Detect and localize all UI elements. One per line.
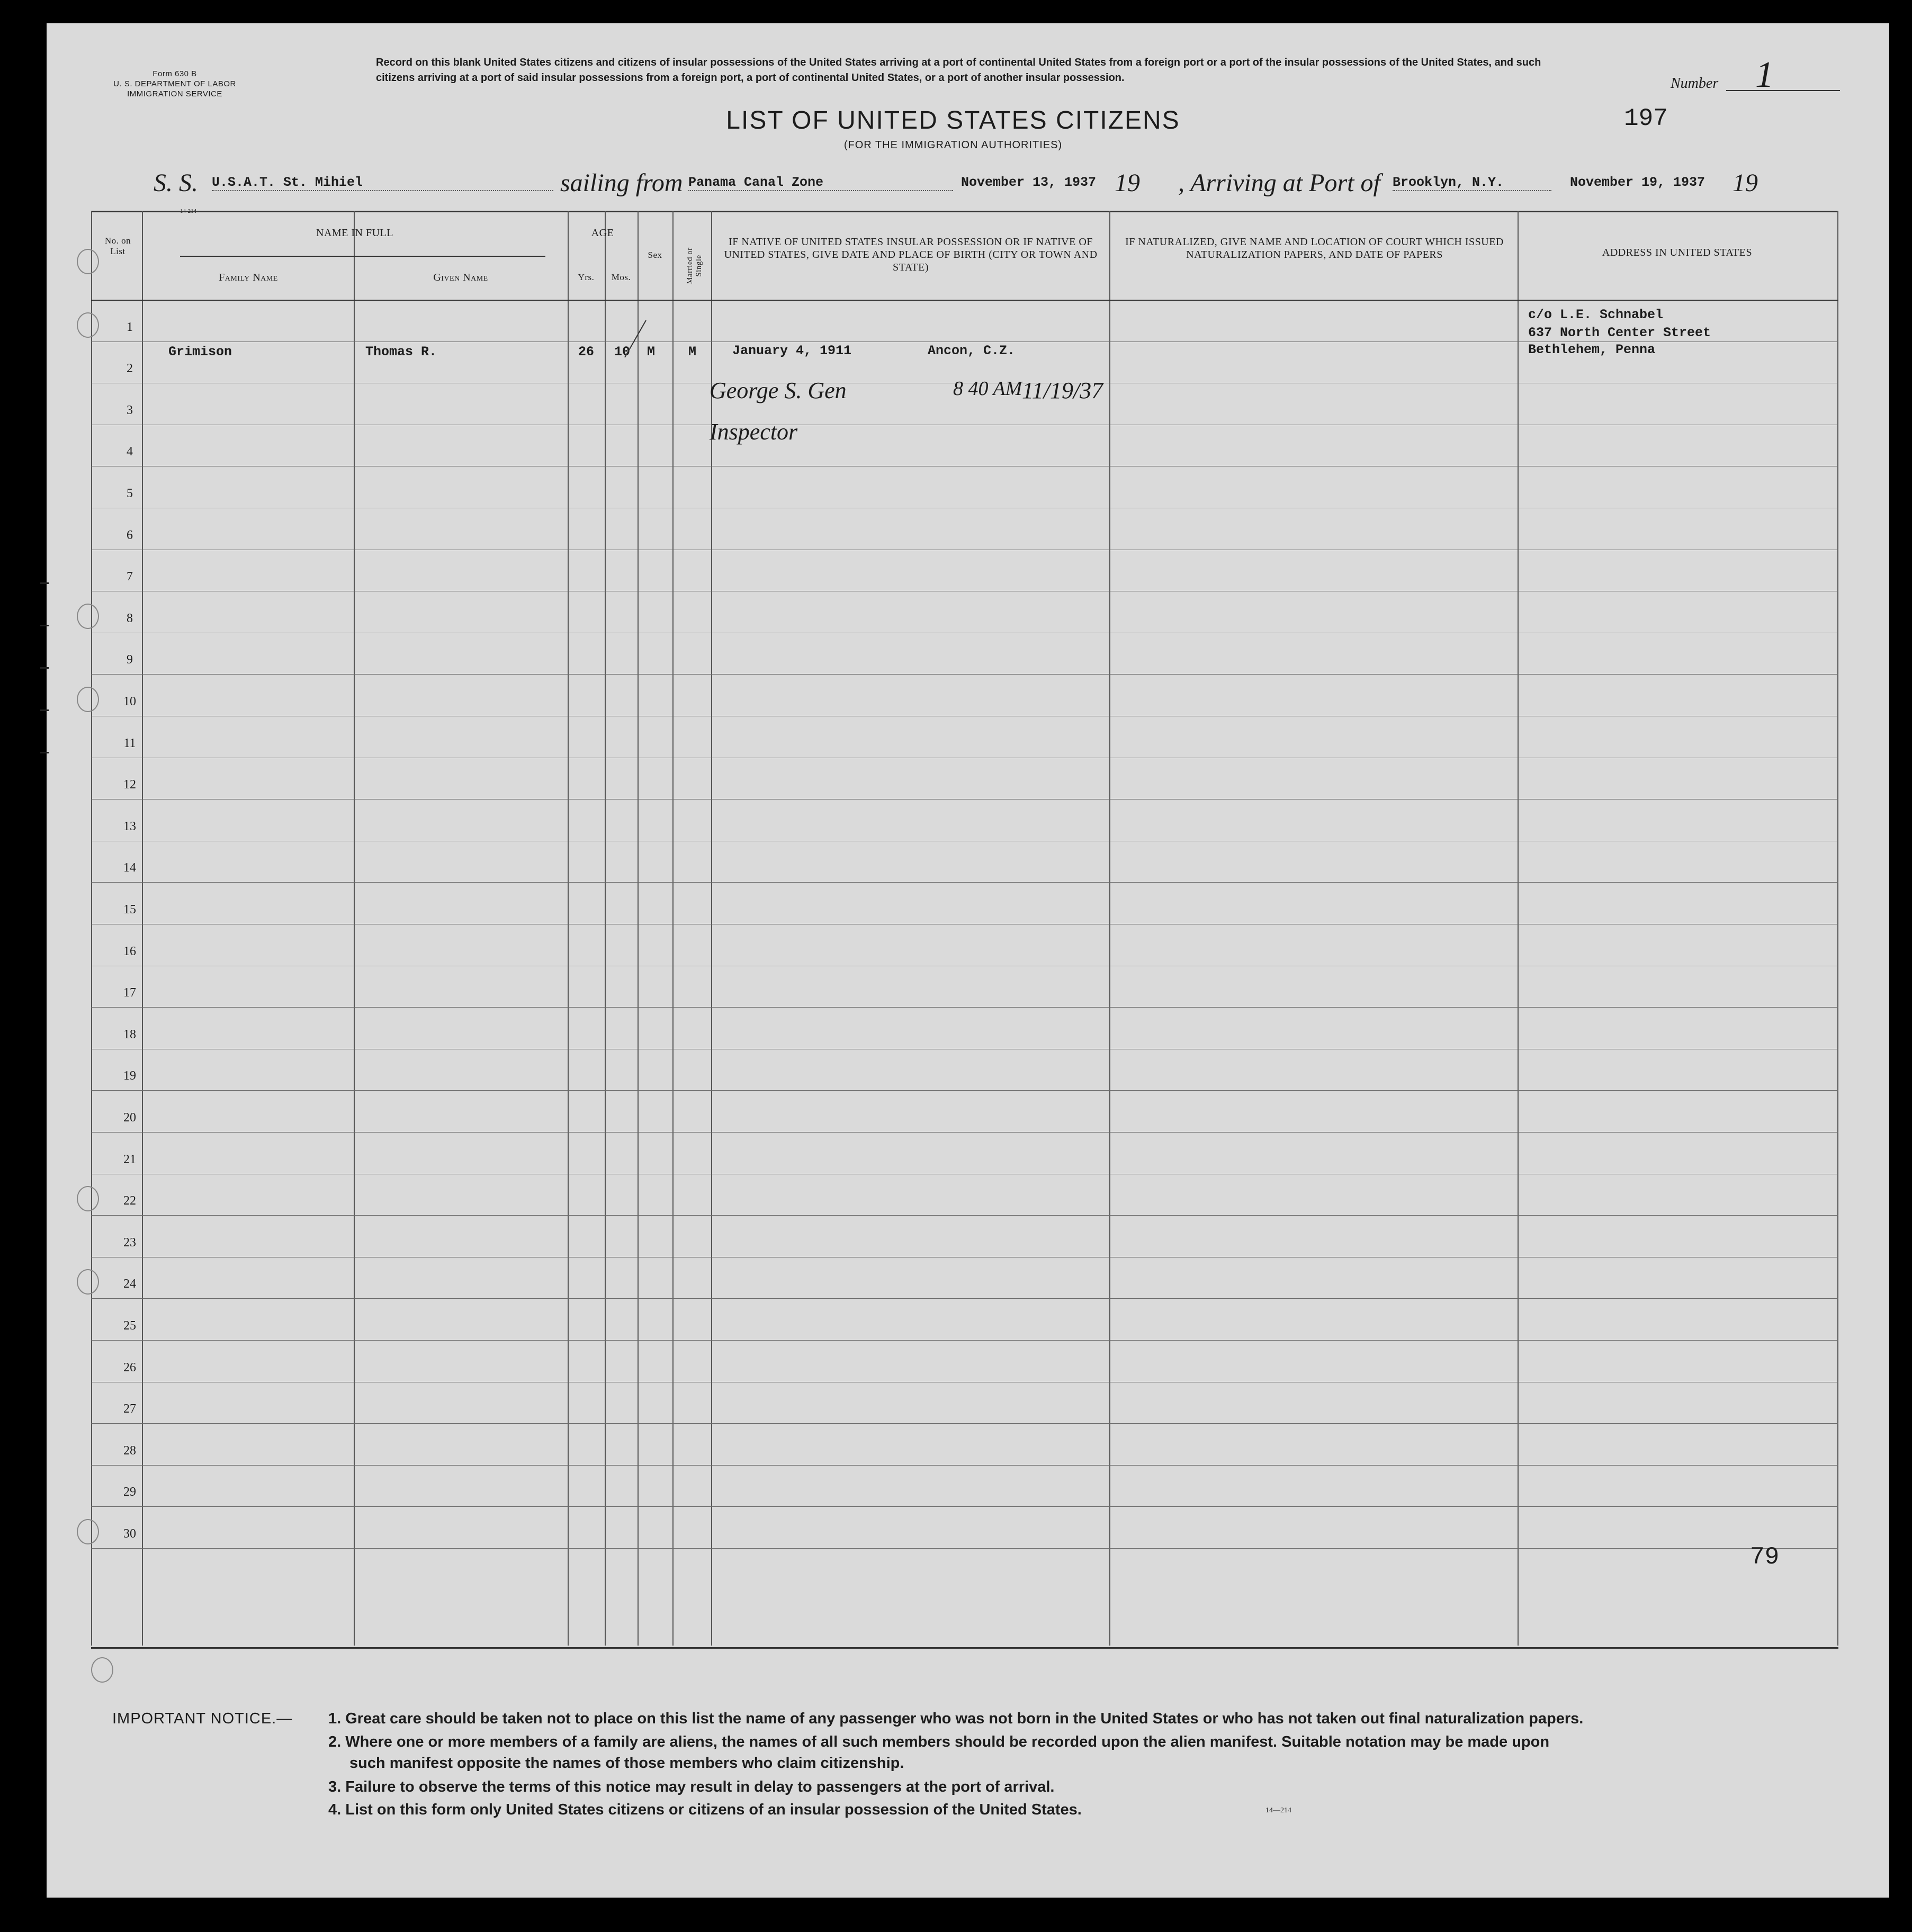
punch-hole: [77, 1186, 99, 1211]
row-rule: [91, 1506, 1838, 1507]
row-number: 25: [123, 1319, 136, 1333]
column-divider: [142, 211, 143, 1646]
name-header-rule: [180, 256, 545, 257]
row-rule: [91, 1548, 1838, 1549]
row-number: 30: [123, 1527, 136, 1541]
row-number: 17: [123, 986, 136, 1000]
row-number: 5: [127, 487, 133, 500]
page-subtitle: (FOR THE IMMIGRATION AUTHORITIES): [843, 139, 1063, 151]
row-number: 15: [123, 903, 136, 916]
row-1-age-years: 26: [578, 344, 595, 360]
column-divider: [638, 211, 639, 1646]
punch-hole: [77, 312, 99, 338]
row-rule: [91, 882, 1838, 883]
row-1-sex: M: [647, 344, 656, 360]
row-rule: [91, 1340, 1838, 1341]
row-number: 29: [123, 1485, 136, 1499]
notice-item-1: 1. Great care should be taken not to place on this list the name of any passenger who was not born in the United States or who has not taken out final naturalization papers.: [328, 1710, 1584, 1727]
column-divider: [91, 211, 92, 1646]
number-label: Number: [1671, 75, 1719, 92]
ss-label: S. S.: [154, 169, 198, 197]
row-rule: [91, 1007, 1838, 1008]
sailing-label: sailing from: [560, 169, 683, 197]
row-1-address-line3: Bethlehem, Penna: [1528, 342, 1656, 357]
inspection-time: 8 40 AM: [953, 378, 1022, 400]
notice-heading: IMPORTANT NOTICE.—: [112, 1710, 293, 1727]
header-no-on-list: No. on List: [104, 236, 131, 256]
row-1-married: M: [688, 344, 697, 360]
sailing-year: 19: [1115, 169, 1140, 197]
column-divider: [568, 211, 569, 1646]
row-number: 6: [127, 528, 133, 542]
row-rule: [91, 1090, 1838, 1091]
row-number: 26: [123, 1360, 136, 1374]
row-1-birth-date: January 4, 1911: [732, 343, 852, 358]
printer-note: 14-214: [180, 208, 197, 214]
row-number: 2: [127, 362, 133, 376]
row-1-family-name: Grimison: [168, 344, 232, 360]
header-naturalization: IF NATURALIZED, GIVE NAME AND LOCATION OF COURT WHICH ISSUED NATURALIZATION PAPERS, AND DATE OF PAPERS: [1125, 236, 1504, 260]
sheet-count: 79: [1750, 1543, 1780, 1571]
notice-item-3: 3. Failure to observe the terms of this notice may result in delay to passengers at the port of arrival.: [328, 1778, 1055, 1795]
row-number: 10: [123, 695, 136, 708]
row-rule: [91, 1465, 1838, 1466]
punch-hole: [77, 687, 99, 712]
arrival-date: November 19, 1937: [1570, 175, 1705, 190]
arrival-port: Brooklyn, N.Y.: [1393, 175, 1551, 191]
punch-hole: [77, 604, 99, 629]
margin-mark: [40, 582, 49, 584]
page-stamp: 197: [1624, 105, 1668, 132]
row-1-age-months: 10: [614, 344, 631, 360]
department-name: U. S. DEPARTMENT OF LABOR: [113, 79, 236, 88]
header-years: Yrs.: [578, 272, 595, 282]
row-1-given-name: Thomas R.: [365, 344, 437, 360]
row-number: 12: [123, 778, 136, 792]
margin-mark: [40, 752, 49, 753]
notice-item-4: 4. List on this form only United States citizens or citizens of an insular possession of the United States.: [328, 1801, 1082, 1818]
header-sex: Sex: [648, 250, 662, 260]
header-family-name: Family Name: [219, 272, 278, 283]
notice-form-code: 14—214: [1265, 1807, 1291, 1814]
header-name-in-full: NAME IN FULL: [316, 227, 393, 239]
row-number: 4: [127, 445, 133, 459]
form-number: Form 630 B: [152, 69, 197, 78]
header-given-name: Given Name: [433, 272, 488, 283]
sailing-date: November 13, 1937: [961, 175, 1097, 190]
row-rule: [91, 1215, 1838, 1216]
header-married-or-single: Married or Single: [686, 247, 703, 284]
header-months: Mos.: [611, 272, 631, 282]
column-divider: [354, 211, 355, 1646]
row-1-birth-place: Ancon, C.Z.: [928, 343, 1016, 358]
service-name: IMMIGRATION SERVICE: [127, 89, 222, 98]
punch-hole: [77, 1519, 99, 1544]
punch-hole: [77, 249, 99, 274]
form-id-block: [95, 69, 254, 99]
row-rule: [91, 1423, 1838, 1424]
column-divider: [672, 211, 674, 1646]
header-bottom-rule: [91, 300, 1838, 301]
manifest-table: [91, 211, 1838, 1649]
page-title: LIST OF UNITED STATES CITIZENS: [726, 106, 1180, 134]
column-divider: [1518, 211, 1519, 1646]
header-address: ADDRESS IN UNITED STATES: [1602, 247, 1753, 258]
arriving-label: , Arriving at Port of: [1178, 169, 1380, 197]
row-number: 14: [123, 861, 136, 875]
ship-name: U.S.A.T. St. Mihiel: [212, 175, 553, 191]
row-number: 23: [123, 1235, 136, 1250]
list-number: 1: [1755, 55, 1774, 95]
header-age: AGE: [591, 227, 614, 239]
inspection-date: 11/19/37: [1022, 378, 1103, 403]
row-number: 11: [123, 736, 136, 750]
row-number: 28: [123, 1443, 136, 1458]
row-number: 21: [123, 1152, 136, 1166]
margin-mark: [40, 709, 49, 711]
inspector-title: Inspector: [710, 419, 798, 445]
punch-hole: [91, 1657, 113, 1683]
row-number: 7: [127, 570, 133, 584]
row-number: 20: [123, 1111, 136, 1125]
header-native-birth: IF NATIVE OF UNITED STATES INSULAR POSSESSION OR IF NATIVE OF UNITED STATES, GIVE DATE AND PLACE OF BIRTH (CITY OR TOWN AND STATE): [724, 236, 1098, 273]
number-underline: [1726, 90, 1840, 91]
row-rule: [91, 1298, 1838, 1299]
row-rule: [91, 1132, 1838, 1133]
notice-item-2: 2. Where one or more members of a family are aliens, the names of all such members should be recorded upon the alien manifest. Suitable notation may be made upon: [328, 1733, 1550, 1750]
inspector-signature: George S. Gen: [710, 378, 847, 403]
row-number: 9: [127, 653, 133, 667]
row-number: 18: [123, 1027, 136, 1041]
tick-mark: [620, 318, 651, 360]
column-divider: [605, 211, 606, 1646]
column-divider: [1109, 211, 1110, 1646]
row-number: 19: [123, 1069, 136, 1083]
margin-mark: [40, 625, 49, 626]
row-number: 13: [123, 819, 136, 833]
row-rule: [91, 674, 1838, 675]
notice-item-2-continued: such manifest opposite the names of those members who claim citizenship.: [349, 1755, 904, 1772]
departure-port: Panama Canal Zone: [688, 175, 953, 191]
row-1-address-line2: 637 North Center Street: [1528, 325, 1711, 340]
column-divider: [1837, 211, 1838, 1646]
row-number: 22: [123, 1194, 136, 1208]
preamble-text: Record on this blank United States citizens and citizens of insular possessions of the United States arriving at a port of continental United States from a foreign port or a port of the insular possessions of the United States, and such citizens arriving at a port of said insular possessions from a foreign port, a port of continental United States, or a port of another insular possession.: [376, 57, 1541, 84]
margin-mark: [40, 667, 49, 669]
arrival-year: 19: [1733, 169, 1758, 197]
row-1-address-line1: c/o L.E. Schnabel: [1528, 307, 1664, 322]
row-number: 16: [123, 944, 136, 958]
row-number: 8: [127, 611, 133, 625]
row-number: 24: [123, 1277, 136, 1291]
row-number: 27: [123, 1402, 136, 1416]
row-number: 3: [127, 403, 133, 417]
row-number: 1: [127, 320, 133, 334]
